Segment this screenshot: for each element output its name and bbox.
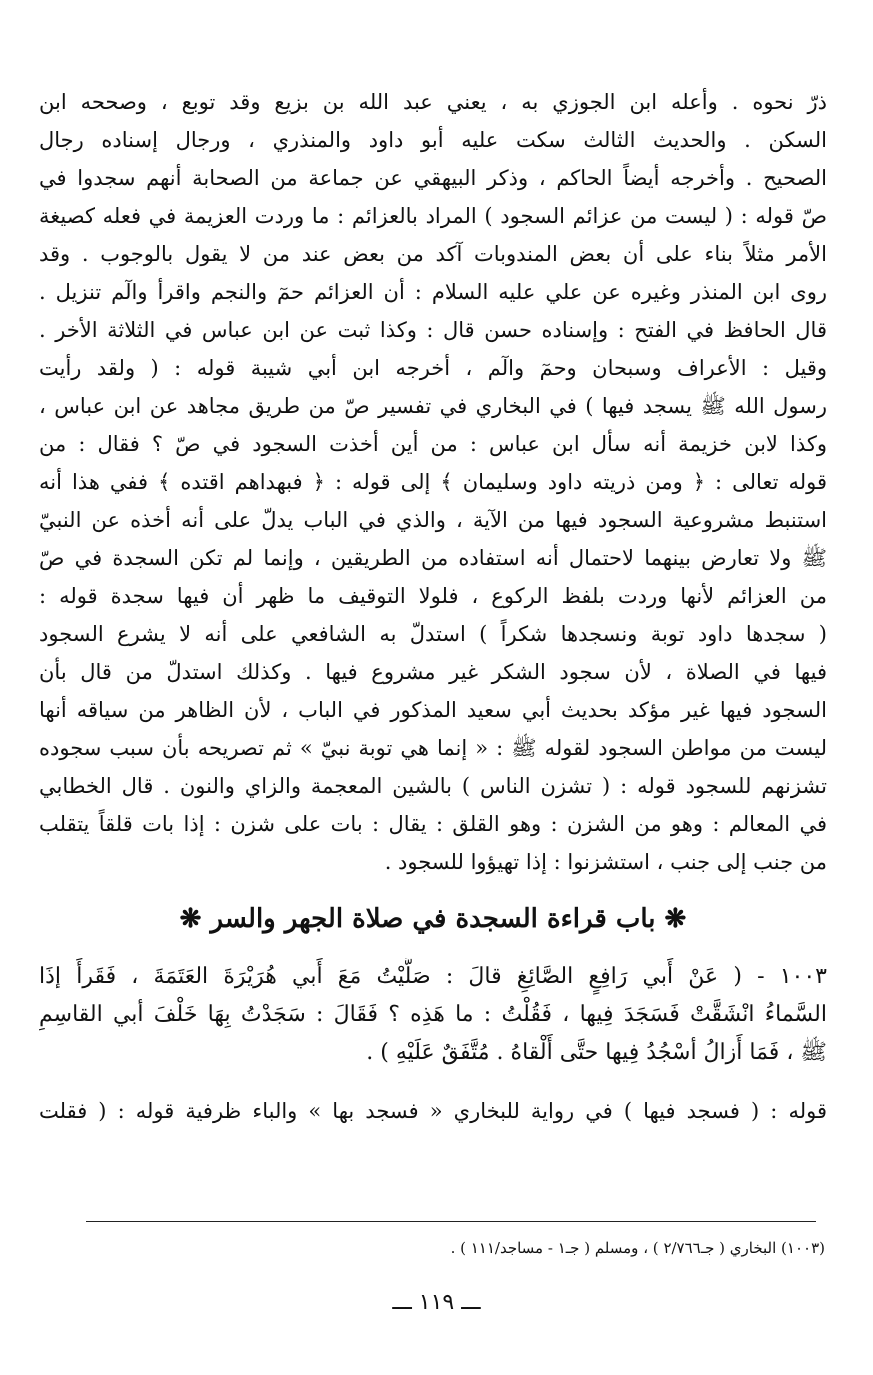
hadith-line: السَّماءُ انْشَقَّتْ فَسَجَدَ فِيها ، فَقُلْتُ : ما هَذِه ؟ فَقَالَ : سَجَدْتُ بِهَا خَلْفَ أبي القاسِمِ (39, 1002, 827, 1027)
text-line: ﷺ ولا تعارض بينهما لاحتمال أنه استفاده من الطريقين ، وإنما لم تكن السجدة في صّ (39, 546, 827, 570)
text-line: الأمر مثلاً بناء على أن بعض المندوبات آكد من بعض عند من لا يقول بالوجوب . وقد (39, 242, 827, 266)
footnote-divider (86, 1221, 816, 1222)
hadith-line: ١٠٠٣ - ( عَنْ أَبي رَافِعٍ الصَّائِغِ قالَ : صَلَّيْتُ مَعَ أَبي هُرَيْرَةَ العَتَمَةَ ، فَقَرأَ إذَا (39, 964, 827, 989)
text-line: تشزنهم للسجود قوله : ( تشزن الناس ) بالشين المعجمة والزاي والنون . قال الخطابي (39, 774, 827, 798)
text-line: قال الحافظ في الفتح : وإسناده حسن قال : وكذا ثبت عن ابن عباس في الثلاثة الأخر . (39, 318, 827, 342)
text-line: استنبط مشروعية السجود فيها من الآية ، والذي في الباب يدلّ على أنه أخذه عن النبيّ (39, 508, 827, 532)
text-line: وقيل : الأعراف وسبحان وحمٓ والٓم ، أخرجه ابن أبي شيبة قوله : ( ولقد رأيت (39, 356, 827, 380)
text-line: من العزائم لأنها وردت بلفظ الركوع ، فلولا التوقيف ما ظهر أن فيها سجدة قوله : (39, 584, 827, 608)
text-line: روى ابن المنذر وغيره عن علي عليه السلام : أن العزائم حمٓ والنجم واقرأ والٓم تنزيل . (39, 280, 827, 304)
text-line: في المعالم : وهو من الشزن : وهو القلق : يقال : بات على شزن : إذا بات قلقاً يتقلب (39, 812, 827, 836)
text-line: رسول الله ﷺ يسجد فيها ) في البخاري في تفسير صّ من طريق مجاهد عن ابن عباس ، (39, 394, 827, 418)
text-line: السجود فيها غير مؤكد بحديث أبي سعيد المذكور في الباب ، لأن الظاهر من سياقه أنها (39, 698, 827, 722)
text-line: ذرّ نحوه . وأعله ابن الجوزي به ، يعني عبد الله بن بزيع وقد توبع ، وصححه ابن (39, 90, 827, 114)
chapter-title: ❋ باب قراءة السجدة في صلاة الجهر والسر ❋ (179, 904, 687, 934)
text-line: قوله تعالى : ﴿ ومن ذريته داود وسليمان ﴾ إلى قوله : ﴿ فبهداهم اقتده ﴾ ففي هذا أنه (39, 470, 827, 494)
hadith-line: ﷺ ، فَمَا أَزالُ أسْجُدُ فِيها حتَّى أَلْقاهُ . مُتَّفَقٌ عَلَيْهِ ) . (366, 1040, 827, 1065)
text-line: صّ قوله : ( ليست من عزائم السجود ) المراد بالعزائم : ما وردت العزيمة في فعله كصيغة (39, 204, 827, 228)
text-line: فيها في الصلاة ، لأن سجود الشكر غير مشروع فيها . وكذلك استدلّ من قال بأن (39, 660, 827, 684)
text-line: السكن . والحديث الثالث سكت عليه أبو داود والمنذري ، ورجال إسناده رجال (39, 128, 827, 152)
text-line: من جنب إلى جنب ، استشزنوا : إذا تهيؤوا للسجود . (384, 850, 827, 874)
page-number: ـــ ١١٩ ـــ (392, 1290, 481, 1315)
text-line: الصحيح . وأخرجه أيضاً الحاكم ، وذكر البيهقي عن جماعة من الصحابة أنهم سجدوا في (39, 166, 827, 190)
text-line: وكذا لابن خزيمة أنه سأل ابن عباس : من أين أخذت السجود في صّ ؟ فقال : من (39, 432, 827, 456)
footnote: (١٠٠٣) البخاري ( جـ٢/٧٦٦ ) ، ومسلم ( جـ١ - مساجد/١١١ ) . (450, 1239, 825, 1257)
text-line: ( سجدها داود توبة ونسجدها شكراً ) استدلّ به الشافعي على أنه لا يشرع السجود (39, 622, 827, 646)
commentary-line: قوله : ( فسجد فيها ) في رواية للبخاري « فسجد بها » والباء ظرفية قوله : ( فقلت (39, 1099, 827, 1123)
text-line: ليست من مواطن السجود لقوله ﷺ : « إنما هي توبة نبيّ » ثم تصريحه بأن سبب سجوده (39, 736, 827, 760)
